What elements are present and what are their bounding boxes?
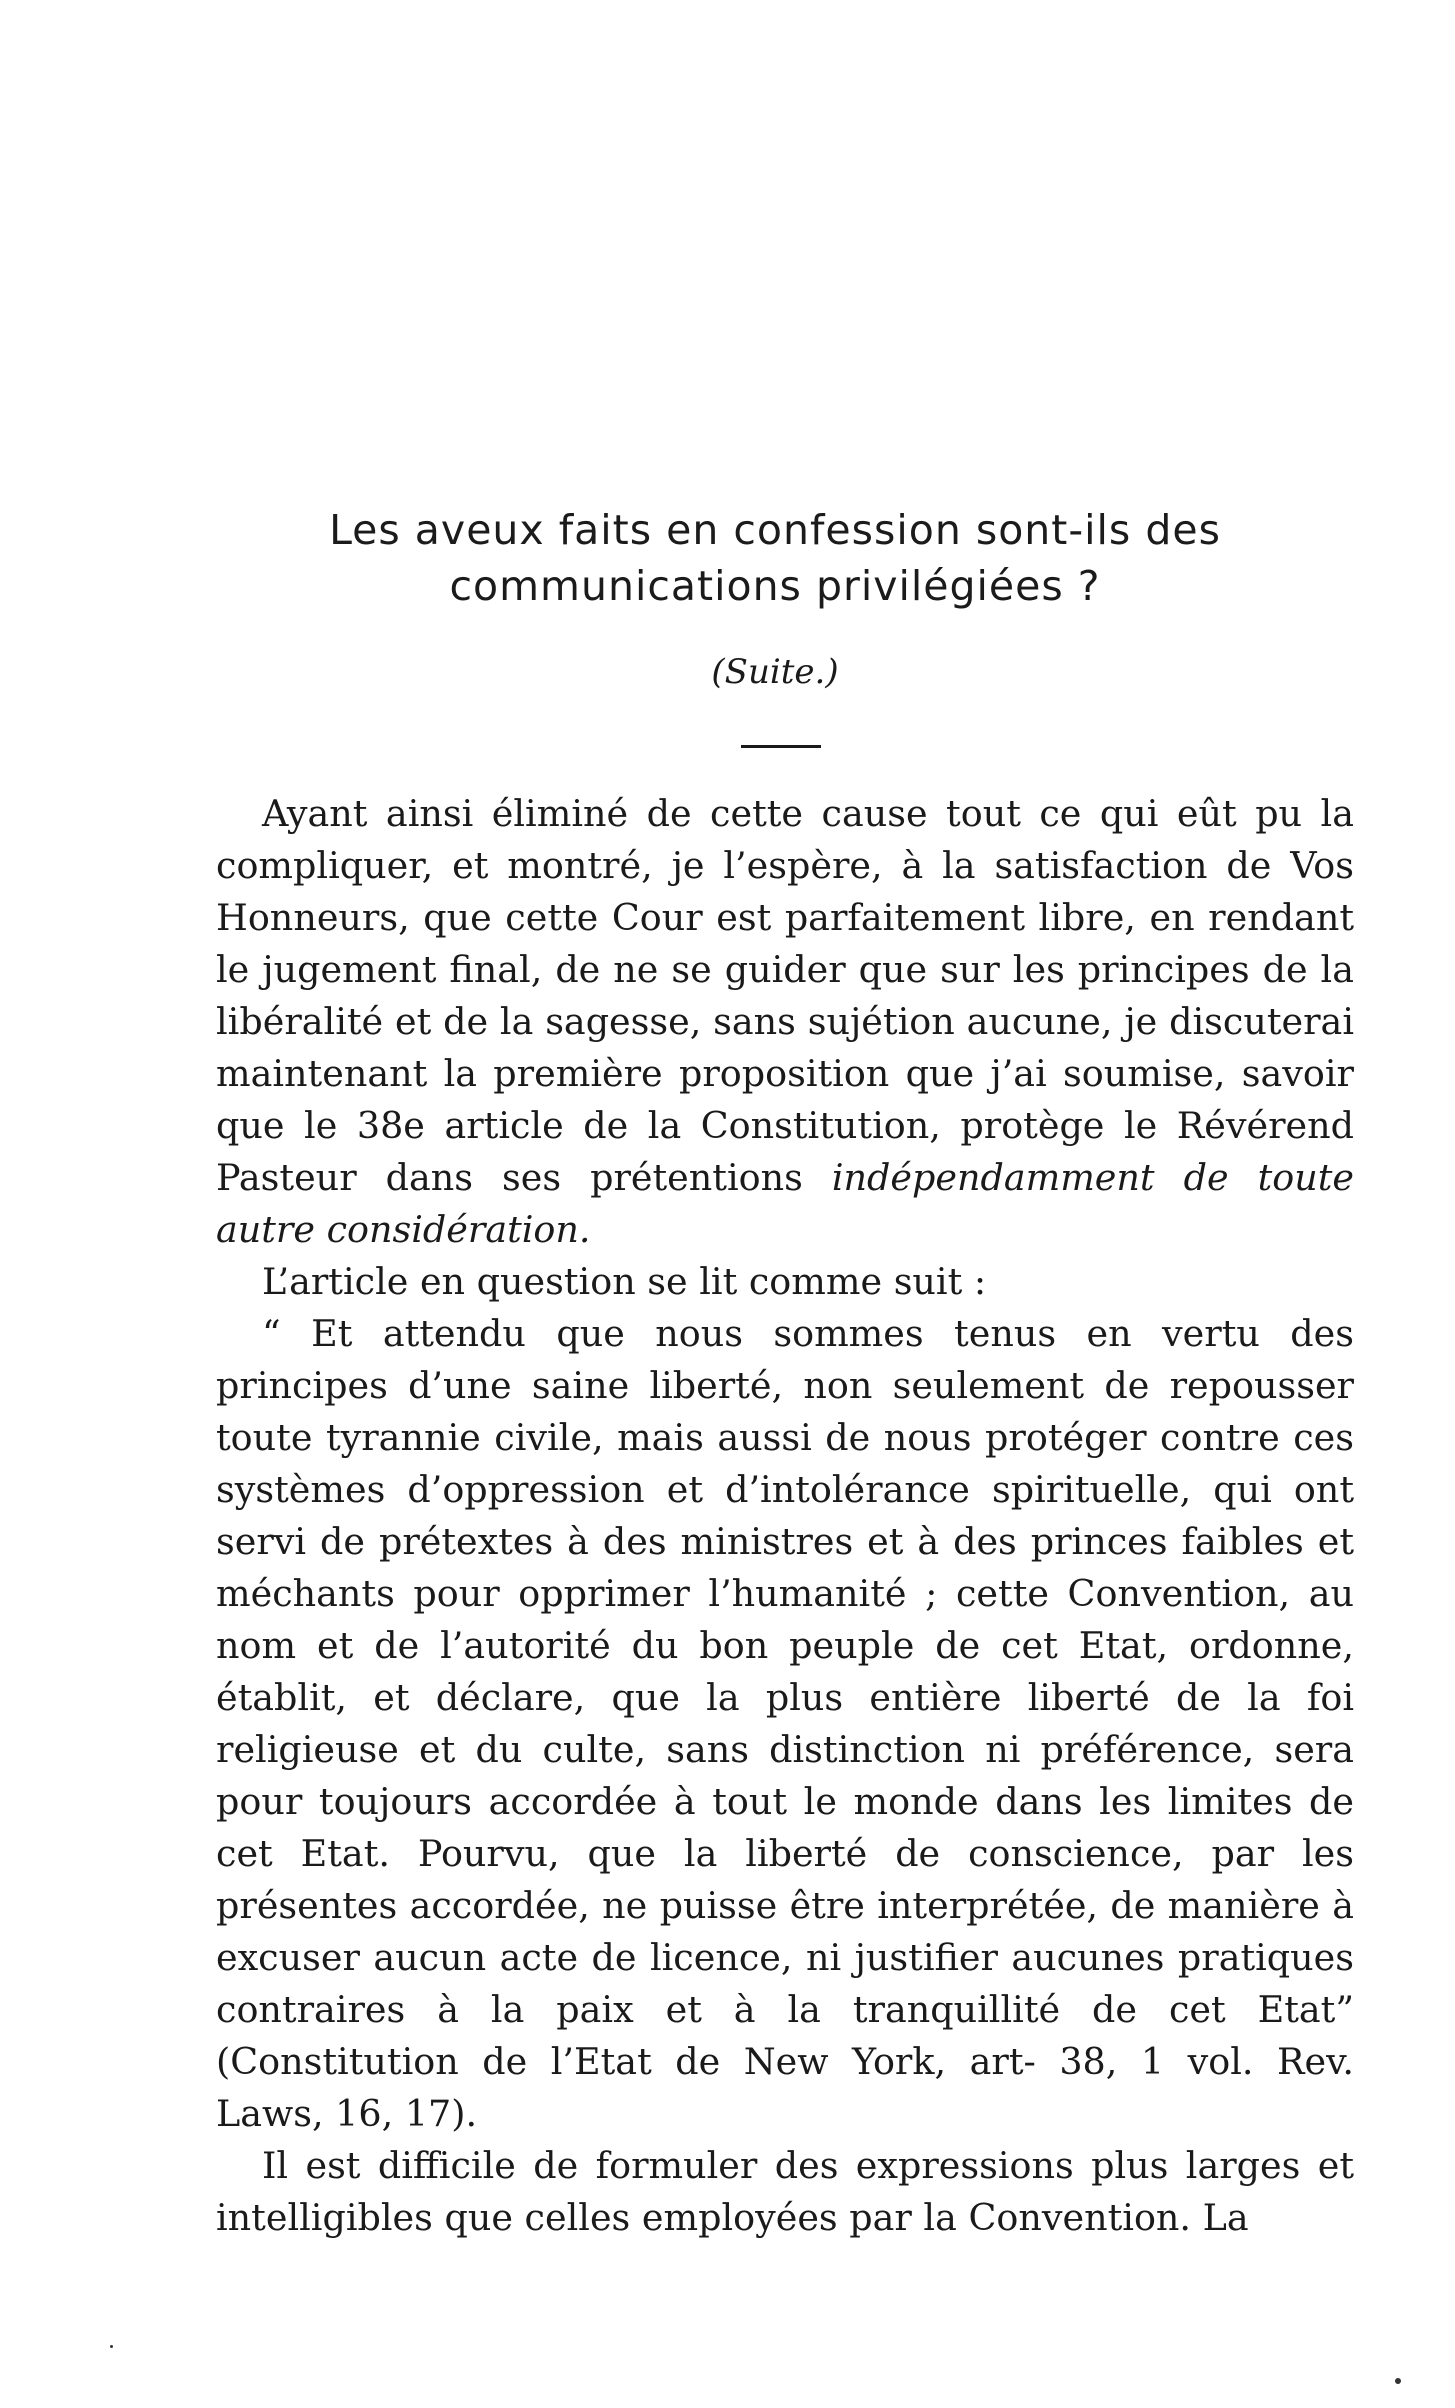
- scan-speck: [1395, 2378, 1401, 2384]
- article-title-line-2: communications privilégiées ?: [449, 562, 1101, 610]
- section-divider: [741, 745, 821, 748]
- scan-speck: [110, 2345, 113, 2348]
- article-subtitle: (Suite.): [711, 652, 839, 692]
- paragraph-4: Il est difficile de formuler des expressions plus larges et intelligibles que celles employées par la Convention. La: [216, 2144, 1354, 2239]
- paragraph-1: [216, 788, 1354, 1256]
- article-body: [216, 788, 1354, 2244]
- paragraph-1-italic: indépendamment de toute autre considération.: [216, 1156, 1354, 1251]
- paragraph-2: L’article en question se lit comme suit :: [262, 1260, 987, 1303]
- paragraph-3-quotation: “ Et attendu que nous sommes tenus en vertu des principes d’une saine liberté, non seulement de repousser toute tyrannie civile, mais aussi de nous protéger contre ces systèmes d’oppression et d’intolérance spirituelle, qui ont servi de prétextes à des ministres et à des princes faibles et méchants pour opprimer l’humanité ; cette Convention, au nom et de l’autorité du bon peuple de cet Etat, ordonne, établit, et déclare, que la plus entière liberté de la foi religieuse et du culte, sans distinction ni préférence, sera pour toujours accordée à tout le monde dans les limites de cet Etat. Pourvu, que la liberté de conscience, par les présentes accordée, ne puisse être interprétée, de manière à excuser aucun acte de licence, ni justifier aucunes pratiques contraires à la paix et à la tranquillité de cet Etat” (Constitution de l’Etat de New York, art- 38, 1 vol. Rev. Laws, 16, 17).: [216, 1312, 1354, 2135]
- paragraph-1-text: Ayant ainsi éliminé de cette cause tout ce qui eût pu la compliquer, et montré, je l’espère, à la satisfaction de Vos Honneurs, que cette Cour est parfaitement libre, en rendant le jugement final, de ne se guider que sur les principes de la libéralité et de la sagesse, sans sujétion aucune, je discuterai maintenant la première proposition que j’ai soumise, savoir que le 38e article de la Constitution, protège le Révérend Pasteur dans ses prétentions: [216, 792, 1354, 1199]
- article-title-line-1: Les aveux faits en confession sont-ils des: [329, 506, 1221, 554]
